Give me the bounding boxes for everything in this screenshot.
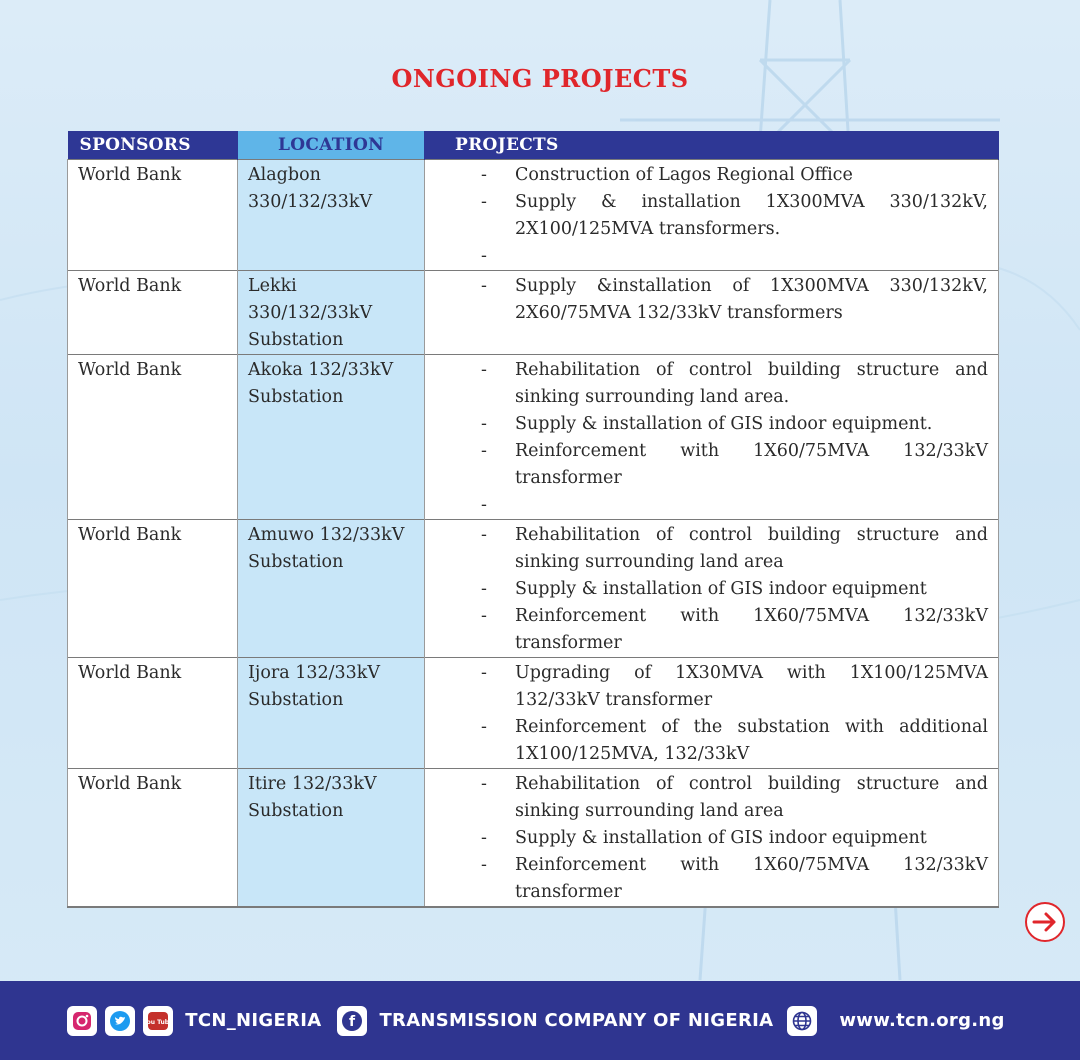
table-row: [68, 520, 999, 658]
table-row: [68, 355, 999, 520]
location-line: Ijora 132/33kV: [248, 663, 381, 683]
projects-cell: [425, 769, 999, 908]
location-line: 330/132/33kV: [248, 192, 373, 212]
location-cell: [238, 355, 425, 520]
project-item: - Reinforcement with 1X60/75MVA 132/33kV transformer: [435, 438, 988, 492]
projects-cell: [425, 520, 999, 658]
project-item: - Rehabilitation of control building structure and sinking surrounding land area: [435, 522, 988, 576]
table-row: [68, 160, 999, 271]
location-cell: [238, 520, 425, 658]
table-row: [68, 271, 999, 355]
location-line: Substation: [248, 690, 344, 710]
twitter-icon[interactable]: [105, 1006, 135, 1036]
header-location: LOCATION: [238, 131, 425, 160]
project-item: - Rehabilitation of control building structure and sinking surrounding land area.: [435, 357, 988, 411]
project-item: [435, 243, 988, 270]
project-item: - Reinforcement of the substation with additional 1X100/125MVA, 132/33kV: [435, 714, 988, 768]
next-page-button[interactable]: [1025, 902, 1065, 942]
project-item: [435, 492, 988, 519]
project-item: - Supply & installation of GIS indoor equipment: [435, 576, 988, 603]
footer-website-link[interactable]: www.tcn.org.ng: [839, 1010, 1005, 1031]
sponsor-cell: World Bank: [68, 520, 238, 658]
facebook-icon[interactable]: [337, 1006, 367, 1036]
page-title: ONGOING PROJECTS: [391, 64, 689, 93]
location-line: Akoka 132/33kV: [248, 360, 394, 380]
youtube-icon-text: You Tube: [143, 1018, 174, 1026]
footer-company-name: TRANSMISSION COMPANY OF NIGERIA: [379, 1010, 774, 1031]
header-projects: PROJECTS: [425, 131, 999, 160]
location-line: Amuwo 132/33kV: [248, 525, 405, 545]
project-item: - Supply & installation of GIS indoor equipment.: [435, 411, 988, 438]
project-item: - Construction of Lagos Regional Office: [435, 162, 988, 189]
sponsor-cell: World Bank: [68, 355, 238, 520]
globe-icon[interactable]: [787, 1006, 817, 1036]
project-item: - Reinforcement with 1X60/75MVA 132/33kV transformer: [435, 852, 988, 906]
location-line: Alagbon: [248, 165, 321, 185]
instagram-icon[interactable]: [67, 1006, 97, 1036]
youtube-icon[interactable]: [143, 1006, 173, 1036]
projects-table: [67, 131, 999, 908]
svg-text:f: f: [349, 1013, 356, 1030]
project-item: - Supply & installation of GIS indoor equipment: [435, 825, 988, 852]
sponsor-cell: World Bank: [68, 271, 238, 355]
project-item: - Supply &installation of 1X300MVA 330/132kV, 2X60/75MVA 132/33kV transformers: [435, 273, 988, 327]
location-line: 330/132/33kV: [248, 303, 373, 323]
projects-cell: [425, 160, 999, 271]
projects-cell: [425, 271, 999, 355]
location-cell: [238, 658, 425, 769]
projects-cell: [425, 355, 999, 520]
arrow-right-icon: [1032, 912, 1058, 932]
sponsor-cell: World Bank: [68, 769, 238, 908]
location-cell: [238, 271, 425, 355]
header-sponsors: SPONSORS: [68, 131, 238, 160]
table-row: [68, 769, 999, 908]
footer-bar: [0, 981, 1080, 1060]
table-header-row: [68, 131, 999, 160]
location-line: Itire 132/33kV: [248, 774, 377, 794]
location-cell: [238, 769, 425, 908]
sponsor-cell: World Bank: [68, 658, 238, 769]
projects-cell: [425, 658, 999, 769]
project-item: - Supply & installation 1X300MVA 330/132kV, 2X100/125MVA transformers.: [435, 189, 988, 243]
sponsor-cell: World Bank: [68, 160, 238, 271]
location-line: Substation: [248, 552, 344, 572]
location-line: Substation: [248, 387, 344, 407]
project-item: - Rehabilitation of control building structure and sinking surrounding land area: [435, 771, 988, 825]
location-cell: [238, 160, 425, 271]
project-item: - Reinforcement with 1X60/75MVA 132/33kV transformer: [435, 603, 988, 657]
location-line: Substation: [248, 801, 344, 821]
location-line: Substation: [248, 330, 344, 350]
location-line: Lekki: [248, 276, 297, 296]
project-item: - Upgrading of 1X30MVA with 1X100/125MVA 132/33kV transformer: [435, 660, 988, 714]
table-row: [68, 658, 999, 769]
footer-handle[interactable]: TCN_NIGERIA: [185, 1010, 322, 1031]
